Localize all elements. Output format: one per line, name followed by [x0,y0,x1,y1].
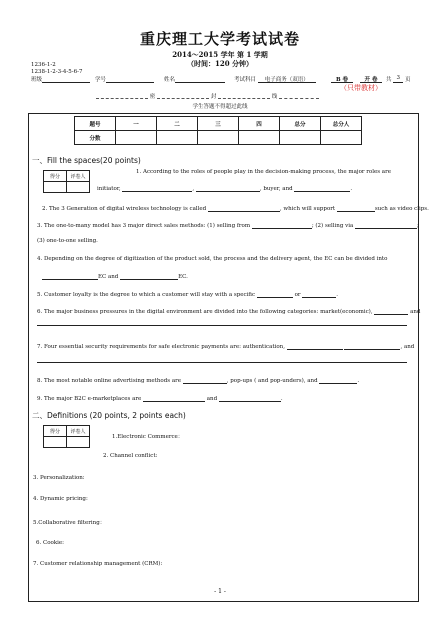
q5-blank-1[interactable] [257,291,293,298]
q1-text: , buyer, and [259,186,293,192]
q3-text: ; (2) selling via [311,223,354,229]
q8-blank-2[interactable] [319,377,360,384]
q4-blank-2[interactable] [120,273,178,280]
pages-label: 共 [386,77,392,83]
score-row-label: 分数 [75,131,116,145]
grader-score-label: 得分 [44,426,67,437]
seal-line [96,92,340,100]
exam-duration: （时间：120 分钟） [186,59,254,68]
seal-mi: 密 [149,94,156,100]
question-5 [37,291,338,298]
question-7 [37,343,414,350]
q6-blank-line[interactable] [37,324,407,326]
grader-score-cell[interactable] [44,182,67,193]
q2-text: , which will support [279,206,336,212]
q3-blank-2[interactable] [355,222,417,229]
seal-feng: 封 [210,94,217,100]
page-number: - 1 - [214,588,226,595]
class-label: 班级 [31,77,43,83]
definition-1: 1.Electronic Commerce： [112,434,184,440]
definition-4: 4. Dynamic pricing: [33,496,88,502]
grader-name-label: 评卷人 [67,171,90,182]
score-cell[interactable] [280,131,321,145]
student-id-label: 学号 [95,77,107,83]
q8-text: 8. The most notable online advertising methods are [37,378,182,384]
subject-field [234,75,316,83]
q7-text: 7. Four essential security requirements for safe electronic payments are: authentication, [37,344,285,350]
q6-blank-1[interactable] [374,308,408,315]
q1-text: , [192,186,195,192]
definition-6: 6. Cookie: [36,540,65,546]
question-2 [42,205,429,212]
q1-blank-3[interactable] [294,185,353,192]
seal-dots-4 [279,95,319,99]
q9-text: 9. The major B2C e-marketplaces are [37,396,142,402]
paper-type [331,75,353,83]
grader-name-cell[interactable] [67,182,90,193]
name-blank[interactable] [175,75,225,83]
score-header-cell: 二 [157,117,198,131]
section1-grader-table [43,170,90,193]
score-cell[interactable] [239,131,280,145]
class-blank[interactable] [42,75,90,83]
score-header-cell: 总分 [280,117,321,131]
question-6 [37,308,420,315]
q5-text: or [294,292,301,298]
q9-text: and [206,396,218,402]
name-label: 姓名 [164,77,176,83]
score-cell[interactable] [157,131,198,145]
score-header-row [75,117,362,131]
q1-blank-1[interactable] [122,185,195,192]
question-3 [37,222,419,229]
q4-text: EC. [178,274,188,280]
q6-text: 6. The major business pressures in the digital environment are divided into the following categories: market(economic), [37,309,373,315]
q2-blank-2[interactable] [337,205,375,212]
grader-name-label: 评卷人 [67,426,90,437]
open-closed [360,75,382,83]
q7-text: , and [400,344,415,350]
student-id-field [95,75,154,83]
question-1a: 1. According to the roles of people play in the decision-making process, the major roles are [136,169,391,175]
question-1b [97,185,352,192]
open-closed-value: 开 卷 [360,75,382,83]
definition-3: 3. Personalization: [33,475,85,481]
subject-value: 电子商务（双语） [258,75,316,83]
q9-text: . [280,396,283,402]
question-8 [37,377,359,384]
seal-xian: 线 [271,94,278,100]
pages-value: 3 [393,75,403,83]
grader-score-label: 得分 [44,171,67,182]
q9-blank-1[interactable] [143,395,205,402]
exam-title: 重庆理工大学考试试卷 [139,30,300,48]
score-cell[interactable] [198,131,239,145]
q4-text: EC and [98,274,119,280]
name-field [164,75,225,83]
question-4b [42,273,188,280]
student-id-blank[interactable] [106,75,154,83]
definition-2: 2. Channel conflict: [103,453,158,459]
q9-blank-2[interactable] [219,395,281,402]
q1-text: initiator, [97,186,121,192]
question-4: 4. Depending on the degree of digitization of the product sold, the process and the delivery agent, the EC can be divided into [37,256,388,262]
q7-blank-1[interactable] [287,343,343,350]
section2-grader-table [43,425,90,448]
exam-term: 2014～2015 学年 第 1 学期 [172,50,268,59]
q6-text: and [410,309,421,315]
q2-text: such as video clips. [374,206,429,212]
subject-label: 考试科目 [234,77,257,83]
score-table [74,116,362,145]
pages-unit: 页 [405,77,411,83]
definition-5: 5.Collaborative filtering： [33,520,106,526]
score-value-row [75,131,362,145]
score-header-cell: 三 [198,117,239,131]
q5-blank-2[interactable] [302,291,339,298]
section2-heading: 二、Definitions (20 points, 2 points each) [32,411,186,420]
score-cell[interactable] [321,131,362,145]
question-9 [37,395,283,402]
grader-score-cell[interactable] [44,437,67,448]
class-codes-2: 1238-1-2-3-4-5-6-7 [31,69,83,75]
q1-text: . [350,186,353,192]
q5-text: 5. Customer loyalty is the degree to which a customer will stay with a specific [37,292,256,298]
definition-7: 7. Customer relationship management (CRM): [33,561,163,567]
q1-blank-2[interactable] [196,185,260,192]
q2-text: 2. The 3 Generation of digital wireless technology is called [42,206,207,212]
question-3b: (3) one-to-one selling. [37,238,98,244]
q3-blank-1[interactable] [252,222,312,229]
score-header-cell: 一 [116,117,157,131]
q5-text: . [336,292,339,298]
score-header-cell: 四 [239,117,280,131]
grader-name-cell[interactable] [67,437,90,448]
materials-note: （只带教材） [340,84,382,92]
score-header-cell: 题号 [75,117,116,131]
seal-dots-2 [157,95,209,99]
paper-type-value: B 卷 [331,75,353,83]
q8-text: , pop-ups ( and pop-unders), and [226,378,318,384]
section1-heading: 一、Fill the spaces(20 points) [32,156,141,165]
score-header-cell: 总分人 [321,117,362,131]
q8-blank-1[interactable] [183,377,227,384]
q3-text: 3. The one-to-many model has 3 major direct sales methods: (1) selling from [37,223,251,229]
q8-text: . [357,378,360,384]
q7-blank-2[interactable] [344,343,400,350]
q4-blank-1[interactable] [42,273,98,280]
class-codes-1: 1236-1-2 [31,62,56,68]
class-field [31,75,90,83]
seal-dots-1 [96,95,148,99]
q7-blank-line[interactable] [37,361,407,363]
seal-dots-3 [218,95,270,99]
page-count [386,75,411,83]
score-cell[interactable] [116,131,157,145]
q2-blank-1[interactable] [208,205,280,212]
seal-warning: 学生答题不得超过此线 [192,104,248,110]
q3-text: ; [417,223,419,229]
